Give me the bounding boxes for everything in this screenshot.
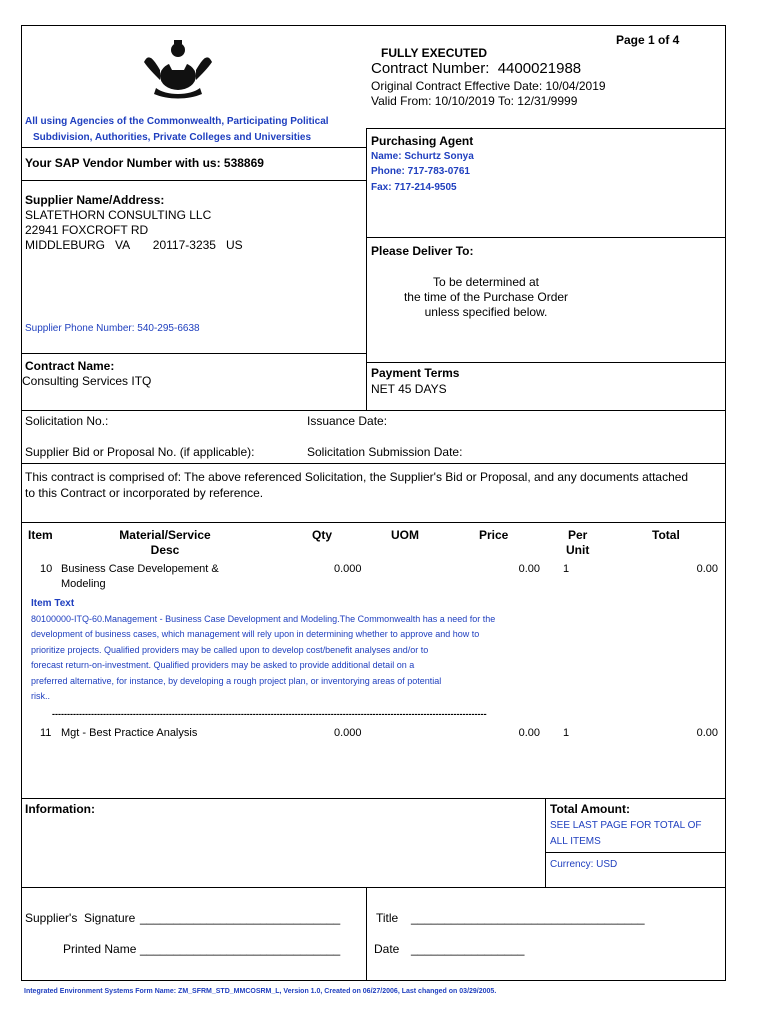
- printed-name-line[interactable]: ______________________________: [140, 942, 341, 956]
- page-number: Page 1 of 4: [616, 33, 680, 47]
- total-amount-label: Total Amount:: [550, 802, 630, 816]
- contract-number: Contract Number: 4400021988: [371, 60, 582, 77]
- row-qty: 0.000: [334, 727, 362, 739]
- supplier-phone: Supplier Phone Number: 540-295-6638: [25, 323, 200, 334]
- valid-range: Valid From: 10/10/2019 To: 12/31/9999: [371, 94, 578, 108]
- frame-bottom: [21, 980, 726, 981]
- item-text-label: Item Text: [31, 598, 75, 609]
- frame-left: [21, 25, 22, 981]
- divider: [366, 237, 725, 238]
- supplier-street: 22941 FOXCROFT RD: [25, 223, 149, 237]
- supplier-signature-label: Supplier's Signature: [25, 911, 136, 925]
- divider: [366, 887, 367, 980]
- frame-right: [725, 25, 726, 981]
- purchasing-agent-label: Purchasing Agent: [371, 134, 474, 148]
- divider: [545, 852, 725, 853]
- divider: [21, 798, 726, 799]
- bid-number-label: Supplier Bid or Proposal No. (if applicable):: [25, 445, 255, 459]
- title-line[interactable]: ___________________________________: [411, 911, 645, 925]
- supplier-city: MIDDLEBURG VA 20117-3235 US: [25, 238, 243, 252]
- header-item: Item: [28, 528, 53, 542]
- agencies-line-2: Subdivision, Authorities, Private Colleges and Universities: [33, 132, 312, 143]
- total-note-line-2: ALL ITEMS: [550, 836, 601, 847]
- deliver-line-1: To be determined at: [432, 275, 540, 289]
- header-uom: UOM: [391, 528, 419, 542]
- agent-phone: Phone: 717-783-0761: [371, 166, 470, 177]
- deliver-label: Please Deliver To:: [371, 244, 474, 258]
- vendor-number: Your SAP Vendor Number with us: 538869: [25, 156, 264, 170]
- agencies-line-1: All using Agencies of the Commonwealth, Participating Political: [25, 116, 329, 127]
- item-text-line: forecast return-on-investment. Qualified providers may be asked to provide additional detail on a: [31, 660, 415, 670]
- submission-date-label: Solicitation Submission Date:: [307, 445, 463, 459]
- item-text-line: 80100000-ITQ-60.Management - Business Case Development and Modeling.The Commonwealth has a need for the: [31, 614, 496, 624]
- row-per-unit: 1: [563, 563, 570, 575]
- divider: [366, 128, 725, 129]
- contract-name-value: Consulting Services ITQ: [22, 374, 152, 388]
- supplier-label: Supplier Name/Address:: [25, 193, 165, 207]
- row-desc-continued: Modeling: [61, 578, 106, 590]
- row-item-number: 10: [40, 563, 53, 575]
- row-qty: 0.000: [334, 563, 362, 575]
- original-effective-date: Original Contract Effective Date: 10/04/2019: [371, 79, 606, 93]
- agent-fax: Fax: 717-214-9505: [371, 182, 457, 193]
- title-label: Title: [376, 911, 399, 925]
- divider: [366, 362, 725, 363]
- item-separator: -------------------------------------------------------------------------------------------------------------------------------------------------: [52, 709, 487, 719]
- frame-top: [21, 25, 726, 26]
- supplier-name: SLATETHORN CONSULTING LLC: [25, 208, 212, 222]
- row-desc: Business Case Developement &: [61, 563, 219, 575]
- item-text-line: preferred alternative, for instance, by developing a rough project plan, or inventorying areas of potential: [31, 676, 442, 686]
- divider: [21, 887, 726, 888]
- total-note-line-1: SEE LAST PAGE FOR TOTAL OF: [550, 820, 702, 831]
- item-text-line: development of business cases, which management will rely upon in determining whether to approve and how to: [31, 629, 480, 639]
- issuance-date-label: Issuance Date:: [307, 414, 388, 428]
- row-desc: Mgt - Best Practice Analysis: [61, 727, 198, 739]
- status-label: FULLY EXECUTED: [381, 46, 488, 60]
- solicitation-number-label: Solicitation No.:: [25, 414, 109, 428]
- item-text-line: prioritize projects. Qualified providers may be called upon to develop cost/benefit analyses and/or to: [31, 645, 429, 655]
- header-total: Total: [652, 528, 680, 542]
- row-price: 0.00: [518, 563, 540, 575]
- currency: Currency: USD: [550, 859, 618, 870]
- commonwealth-seal-icon: [138, 36, 218, 100]
- date-label: Date: [374, 942, 400, 956]
- header-unit: Unit: [566, 543, 590, 557]
- divider: [21, 180, 366, 181]
- form-footer: Integrated Environment Systems Form Name: ZM_SFRM_STD_MMCOSRM_L, Version 1.0, Created on 06/27/2006, Last changed on 03/29/2005.: [24, 988, 497, 995]
- contract-name-label: Contract Name:: [25, 359, 115, 373]
- header-qty: Qty: [312, 528, 333, 542]
- row-per-unit: 1: [563, 727, 570, 739]
- date-line[interactable]: _________________: [411, 942, 525, 956]
- row-price: 0.00: [518, 727, 540, 739]
- comprised-line-1: This contract is comprised of: The above referenced Solicitation, the Supplier's Bid or Proposal, and any documents attached: [25, 470, 689, 484]
- row-total: 0.00: [696, 563, 718, 575]
- row-item-number: 11: [40, 727, 52, 739]
- divider: [366, 128, 367, 410]
- divider: [21, 410, 726, 411]
- divider: [21, 522, 726, 523]
- header-material: Material/Service: [119, 528, 211, 542]
- deliver-line-3: unless specified below.: [424, 305, 548, 319]
- comprised-line-2: to this Contract or incorporated by reference.: [25, 486, 264, 500]
- divider: [21, 147, 366, 148]
- information-label: Information:: [25, 802, 95, 816]
- divider: [21, 353, 366, 354]
- header-per: Per: [568, 528, 588, 542]
- deliver-line-2: the time of the Purchase Order: [403, 290, 569, 304]
- header-price: Price: [479, 528, 509, 542]
- agent-name: Name: Schurtz Sonya: [371, 151, 474, 162]
- payment-terms-value: NET 45 DAYS: [371, 382, 447, 396]
- supplier-signature-line[interactable]: ______________________________: [140, 911, 341, 925]
- divider: [21, 463, 726, 464]
- header-desc: Desc: [150, 543, 180, 557]
- divider: [545, 798, 546, 888]
- row-total: 0.00: [696, 727, 718, 739]
- item-text-line: risk..: [31, 691, 50, 701]
- printed-name-label: Printed Name: [63, 942, 137, 956]
- payment-terms-label: Payment Terms: [371, 366, 460, 380]
